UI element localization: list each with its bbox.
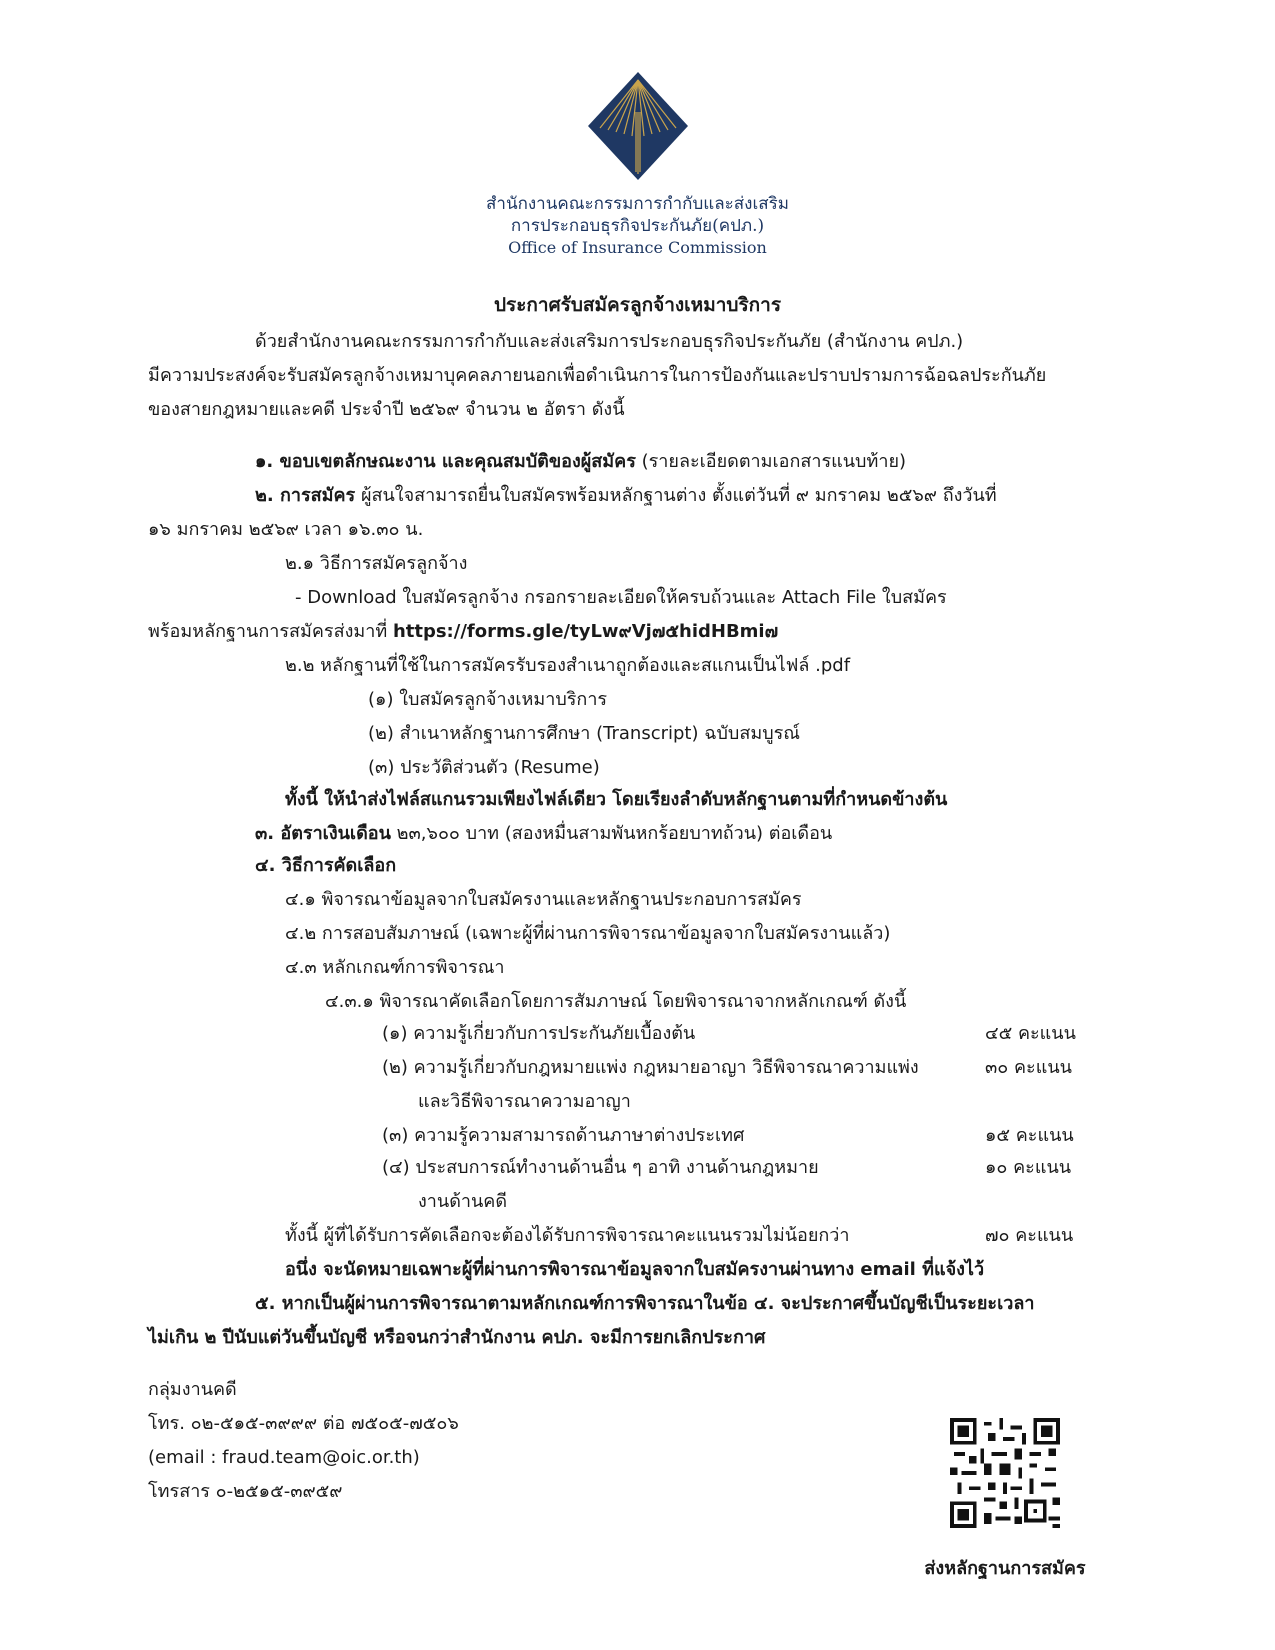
section-1-heading: ๑. ขอบเขตลักษณะงาน และคุณสมบัติของผู้สมัคร xyxy=(255,451,636,472)
section-3-text: ๒๓,๖๐๐ บาท (สองหมื่นสามพันหกร้อยบาทถ้วน) ต่อเดือน xyxy=(396,823,833,844)
intro-line-1: ด้วยสำนักงานคณะกรรมการกำกับและส่งเสริมการประกอบธุรกิจประกันภัย (สำนักงาน คปภ.) xyxy=(255,331,964,352)
section-2-1-detail: - Download ใบสมัครลูกจ้าง กรอกรายละเอียดให้ครบถ้วนและ Attach File ใบสมัคร xyxy=(295,587,947,608)
criteria-score-1: ๔๕ คะแนน xyxy=(985,1023,1076,1044)
docs-note: ทั้งนี้ ให้นำส่งไฟล์สแกนรวมเพียงไฟล์เดียว โดยเรียงลำดับหลักฐานตามที่กำหนดข้างต้น xyxy=(285,789,948,810)
section-2 xyxy=(255,484,997,508)
intro-line-3: ของสายกฎหมายและคดี ประจำปี ๒๕๖๙ จำนวน ๒ อัตรา ดังนี้ xyxy=(148,399,625,420)
section-4-2: ๔.๒ การสอบสัมภาษณ์ (เฉพาะผู้ที่ผ่านการพิจารณาข้อมูลจากใบสมัครงานแล้ว) xyxy=(285,923,891,944)
min-score: ๗๐ คะแนน xyxy=(985,1225,1074,1246)
section-1 xyxy=(255,450,906,474)
doc-item-1: (๑) ใบสมัครลูกจ้างเหมาบริการ xyxy=(368,689,608,710)
qr-code[interactable] xyxy=(950,1418,1060,1528)
section-2-text: ผู้สนใจสามารถยื่นใบสมัครพร้อมหลักฐานต่าง ตั้งแต่วันที่ ๙ มกราคม ๒๕๖๙ ถึงวันที่ xyxy=(360,485,997,506)
intro-line-2: มีความประสงค์จะรับสมัครลูกจ้างเหมาบุคคลภายนอกเพื่อดำเนินการในการป้องกันและปราบปรามการฉ้อฉลประกันภัย xyxy=(148,365,1047,386)
section-2-text-cont: ๑๖ มกราคม ๒๕๖๙ เวลา ๑๖.๓๐ น. xyxy=(148,519,424,540)
org-name-th-line1: สำนักงานคณะกรรมการกำกับและส่งเสริม xyxy=(486,194,789,214)
section-2-2: ๒.๒ หลักฐานที่ใช้ในการสมัครรับรองสำเนาถูกต้องและสแกนเป็นไฟล์ .pdf xyxy=(285,655,851,676)
criteria-score-4: ๑๐ คะแนน xyxy=(985,1157,1072,1178)
section-1-note: (รายละเอียดตามเอกสารแนบท้าย) xyxy=(641,451,907,472)
section-3 xyxy=(255,822,832,846)
section-2-1-detail-cont-text: พร้อมหลักฐานการสมัครส่งมาที่ xyxy=(148,621,388,642)
min-score-text: ทั้งนี้ ผู้ที่ได้รับการคัดเลือกจะต้องได้รับการพิจารณาคะแนนรวมไม่น้อยกว่า xyxy=(285,1225,850,1246)
oic-logo xyxy=(588,72,688,180)
announcement-title: ประกาศรับสมัครลูกจ้างเหมาบริการ xyxy=(493,294,782,316)
criteria-item-3: (๓) ความรู้ความสามารถด้านภาษาต่างประเทศ xyxy=(382,1125,745,1146)
section-2-1: ๒.๑ วิธีการสมัครลูกจ้าง xyxy=(285,553,468,574)
org-name-en: Office of Insurance Commission xyxy=(508,238,767,257)
contact-fax: โทรสาร ๐-๒๕๑๕-๓๙๕๙ xyxy=(148,1481,343,1502)
section-4-3-1: ๔.๓.๑ พิจารณาคัดเลือกโดยการสัมภาษณ์ โดยพิจารณาจากหลักเกณฑ์ ดังนี้ xyxy=(325,991,907,1012)
contact-department: กลุ่มงานคดี xyxy=(148,1379,237,1400)
section-4-3: ๔.๓ หลักเกณฑ์การพิจารณา xyxy=(285,957,505,978)
section-5-line-2: ไม่เกิน ๒ ปีนับแต่วันขึ้นบัญชี หรือจนกว่าสำนักงาน คปภ. จะมีการยกเลิกประกาศ xyxy=(148,1327,766,1348)
criteria-item-2-cont: และวิธีพิจารณาความอาญา xyxy=(418,1091,631,1112)
criteria-item-1: (๑) ความรู้เกี่ยวกับการประกันภัยเบื้องต้น xyxy=(382,1023,696,1044)
section-4-heading: ๔. วิธีการคัดเลือก xyxy=(255,855,397,876)
section-2-1-detail-cont xyxy=(148,620,778,644)
contact-email[interactable]: (email : fraud.team@oic.or.th) xyxy=(148,1447,420,1468)
criteria-item-4-cont: งานด้านคดี xyxy=(418,1191,508,1212)
appointment-note: อนึ่ง จะนัดหมายเฉพาะผู้ที่ผ่านการพิจารณาข้อมูลจากใบสมัครงานผ่านทาง email ที่แจ้งไว้ xyxy=(285,1259,985,1280)
doc-item-2: (๒) สำเนาหลักฐานการศึกษา (Transcript) ฉบับสมบูรณ์ xyxy=(368,723,800,744)
contact-phone: โทร. ๐๒-๕๑๕-๓๙๙๙ ต่อ ๗๕๐๕-๗๕๐๖ xyxy=(148,1413,459,1434)
org-name-th-line2: การประกอบธุรกิจประกันภัย(คปภ.) xyxy=(510,216,765,236)
section-5-line-1: ๕. หากเป็นผู้ผ่านการพิจารณาตามหลักเกณฑ์การพิจารณาในข้อ ๔. จะประกาศขึ้นบัญชีเป็นระยะเวลา xyxy=(255,1293,1035,1314)
criteria-score-2: ๓๐ คะแนน xyxy=(985,1057,1072,1078)
doc-item-3: (๓) ประวัติส่วนตัว (Resume) xyxy=(368,757,600,778)
criteria-item-2: (๒) ความรู้เกี่ยวกับกฎหมายแพ่ง กฎหมายอาญา วิธีพิจารณาความแพ่ง xyxy=(382,1057,919,1078)
form-url-link[interactable]: https://forms.gle/tyLw๙Vj๗๕hidHBmi๗ xyxy=(392,621,779,642)
section-2-heading: ๒. การสมัคร xyxy=(255,485,356,506)
section-3-heading: ๓. อัตราเงินเดือน xyxy=(255,823,391,844)
qr-caption: ส่งหลักฐานการสมัคร xyxy=(924,1558,1086,1579)
criteria-item-4: (๔) ประสบการณ์ทำงานด้านอื่น ๆ อาทิ งานด้านกฎหมาย xyxy=(382,1157,819,1178)
criteria-score-3: ๑๕ คะแนน xyxy=(985,1125,1074,1146)
section-4-1: ๔.๑ พิจารณาข้อมูลจากใบสมัครงานและหลักฐานประกอบการสมัคร xyxy=(285,889,802,910)
